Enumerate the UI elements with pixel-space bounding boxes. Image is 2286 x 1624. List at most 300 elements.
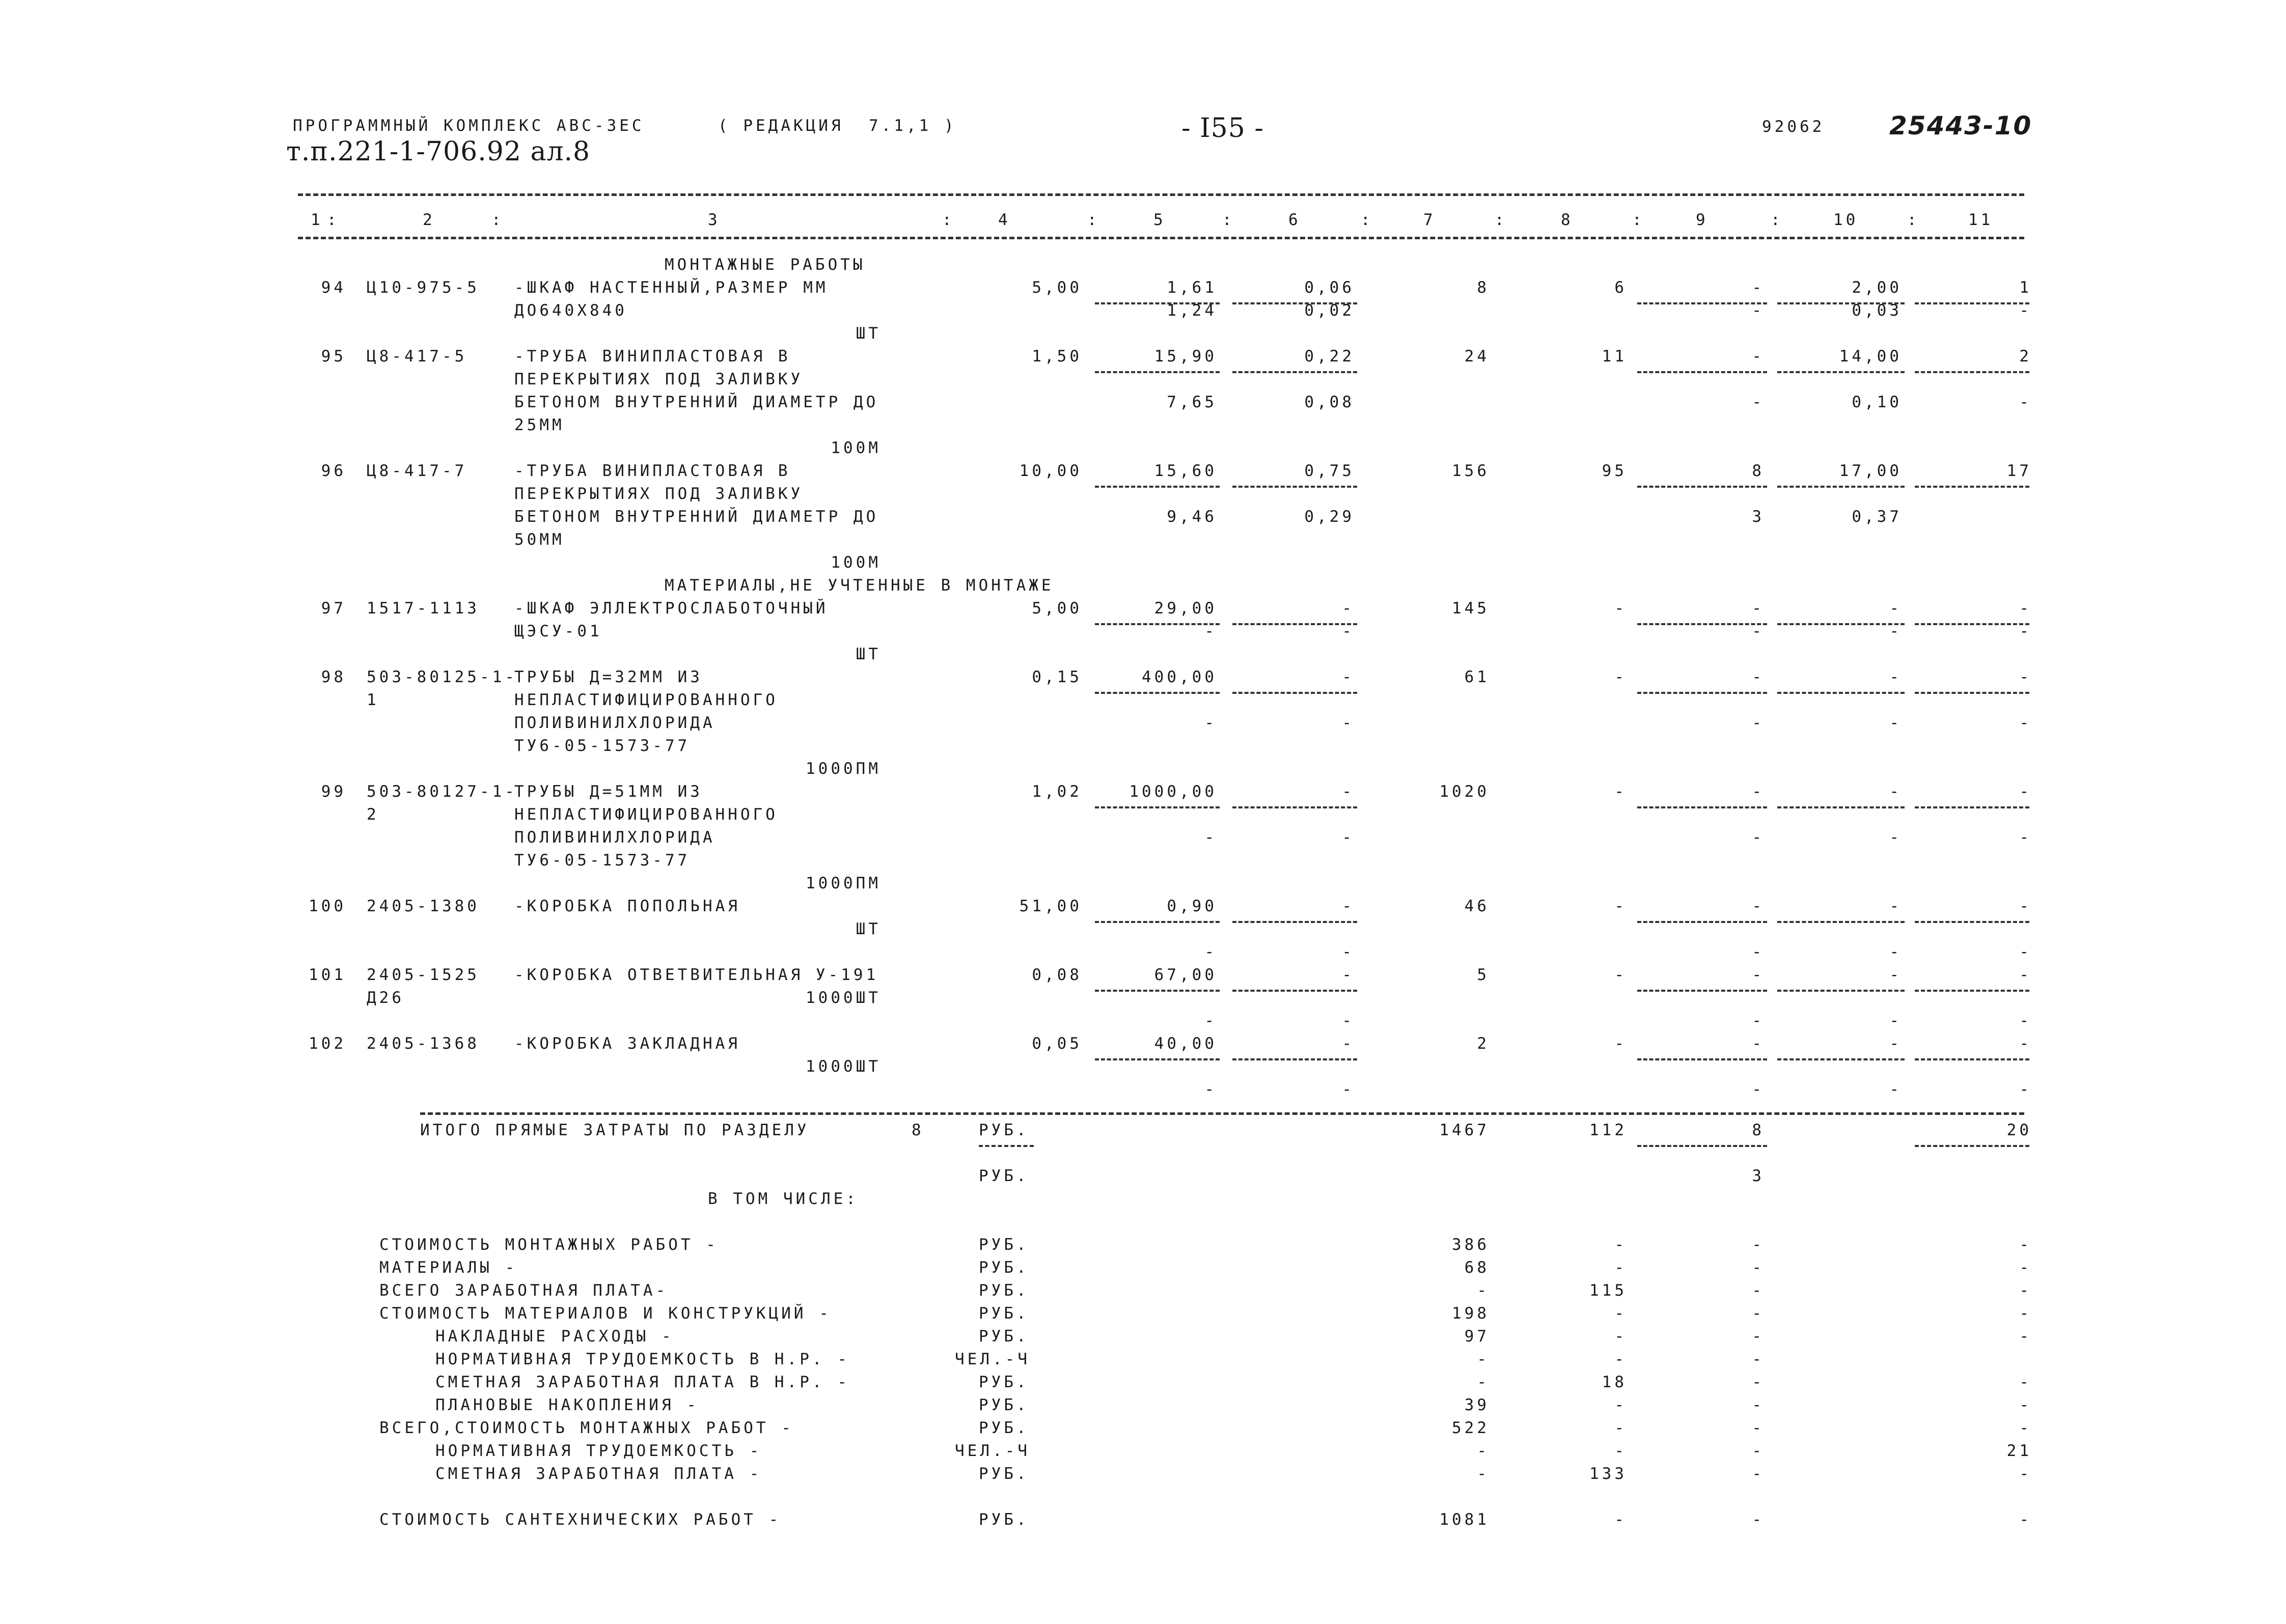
total-rule [420, 1112, 2024, 1115]
summary-col8: - [1614, 1350, 1627, 1368]
cell-col10: - [1889, 1034, 1902, 1053]
table-top-rule [298, 193, 2024, 196]
column-separator: : [942, 211, 955, 229]
summary-col11: - [2019, 1510, 2032, 1529]
cell-col11: - [2019, 897, 2032, 915]
cell-col6-lower: 0,29 [1304, 508, 1355, 526]
summary-col7: 522 [1452, 1419, 1490, 1437]
summary-col9: - [1752, 1304, 1765, 1323]
cell-col5: 15,60 [1154, 462, 1217, 480]
summary-col11: - [2019, 1419, 2032, 1437]
cell-rule [1637, 486, 1767, 488]
row-unit: ШТ [856, 324, 881, 343]
cell-col7: 61 [1464, 668, 1490, 686]
row-unit: 100М [831, 439, 881, 457]
cell-rule [1915, 921, 2029, 923]
row-number: 96 [321, 462, 346, 480]
row-quantity: 51,00 [1019, 897, 1082, 915]
cell-col5: 1,61 [1167, 278, 1217, 297]
column-header-rule [298, 237, 2024, 239]
total-col8: 112 [1589, 1121, 1627, 1139]
column-header-1: 1 [311, 211, 323, 229]
summary-unit: РУБ. [979, 1327, 1029, 1346]
cell-col10: - [1889, 668, 1902, 686]
total-label: ИТОГО ПРЯМЫЕ ЗАТРАТЫ ПО РАЗДЕЛУ [420, 1121, 810, 1139]
row-code: Ц10-975-5 [367, 278, 480, 297]
summary-col8: - [1614, 1327, 1627, 1346]
cell-rule [1232, 486, 1357, 488]
row-description: 50ММ [514, 530, 565, 549]
row-unit: 100М [831, 553, 881, 572]
summary-col9: - [1752, 1281, 1765, 1300]
cell-col6-lower: - [1342, 943, 1355, 961]
row-code: 2405-1525 [367, 966, 480, 984]
cell-col11-lower: - [2019, 1080, 2032, 1099]
row-number: 99 [321, 782, 346, 801]
cell-col9: - [1752, 347, 1765, 366]
cell-col6-lower: - [1342, 828, 1355, 847]
cell-rule [1095, 692, 1220, 694]
cell-col7: 2 [1477, 1034, 1490, 1053]
section-title-installation: МОНТАЖНЫЕ РАБОТЫ [665, 256, 866, 274]
cell-col9-lower: - [1752, 943, 1765, 961]
row-code: Ц8-417-5 [367, 347, 467, 366]
column-header-3: 3 [708, 211, 721, 229]
cell-col11: 1 [2019, 278, 2032, 297]
column-separator: : [1087, 211, 1100, 229]
cell-col8: - [1614, 599, 1627, 618]
column-separator: : [1771, 211, 1783, 229]
cell-col5-lower: - [1204, 943, 1217, 961]
cell-col10-lower: 0,37 [1852, 508, 1902, 526]
cell-col10: 2,00 [1852, 278, 1902, 297]
summary-label: СТОИМОСТЬ МОНТАЖНЫХ РАБОТ - [379, 1236, 719, 1254]
cell-rule [1777, 486, 1905, 488]
summary-unit: РУБ. [979, 1281, 1029, 1300]
column-separator: : [1907, 211, 1920, 229]
cell-col5: 15,90 [1154, 347, 1217, 366]
summary-col11: - [2019, 1281, 2032, 1300]
summary-col9: - [1752, 1419, 1765, 1437]
row-code: Ц8-417-7 [367, 462, 467, 480]
cell-rule [1777, 692, 1905, 694]
summary-label: НАКЛАДНЫЕ РАСХОДЫ - [435, 1327, 674, 1346]
row-unit: 1000ШТ [806, 989, 881, 1007]
total-unit: РУБ. [979, 1121, 1029, 1139]
summary-label: НОРМАТИВНАЯ ТРУДОЕМКОСТЬ - [435, 1442, 762, 1460]
cell-col11: 2 [2019, 347, 2032, 366]
summary-col7: 1081 [1439, 1510, 1490, 1529]
cell-rule [1915, 623, 2029, 625]
total-unit-rule [979, 1145, 1034, 1147]
row-code: 503-80127-1- [367, 782, 517, 801]
summary-col11: - [2019, 1465, 2032, 1483]
summary-label: ВСЕГО,СТОИМОСТЬ МОНТАЖНЫХ РАБОТ - [379, 1419, 794, 1437]
summary-unit: РУБ. [979, 1373, 1029, 1391]
cell-rule [1915, 302, 2029, 304]
section-title-materials: МАТЕРИАЛЫ,НЕ УЧТЕННЫЕ В МОНТАЖЕ [665, 576, 1054, 595]
cell-rule [1637, 371, 1767, 373]
cell-rule [1232, 623, 1357, 625]
cell-col11: - [2019, 782, 2032, 801]
row-unit: ШТ [856, 920, 881, 938]
cell-col8: - [1614, 897, 1627, 915]
cell-col11-lower: - [2019, 393, 2032, 411]
cell-col11-lower: - [2019, 1012, 2032, 1030]
row-description: НЕПЛАСТИФИЦИРОВАННОГО [514, 805, 778, 824]
row-quantity: 5,00 [1032, 599, 1082, 618]
summary-col7: - [1477, 1281, 1490, 1300]
summary-col7: - [1477, 1465, 1490, 1483]
summary-col11: - [2019, 1258, 2032, 1277]
summary-col7: - [1477, 1442, 1490, 1460]
cell-col7: 24 [1464, 347, 1490, 366]
cell-col11-lower: - [2019, 622, 2032, 640]
cell-col11-lower: - [2019, 828, 2032, 847]
row-code: 1517-1113 [367, 599, 480, 618]
summary-col11: 21 [2006, 1442, 2032, 1460]
summary-unit: РУБ. [979, 1465, 1029, 1483]
column-header-7: 7 [1423, 211, 1436, 229]
summary-col7: 97 [1464, 1327, 1490, 1346]
cell-rule [1095, 1058, 1220, 1060]
column-header-11: 11 [1968, 211, 1994, 229]
cell-col10: - [1889, 897, 1902, 915]
cell-rule [1095, 486, 1220, 488]
row-description: ПОЛИВИНИЛХЛОРИДА [514, 828, 715, 847]
cell-col7: 46 [1464, 897, 1490, 915]
cell-col6: - [1342, 599, 1355, 618]
column-header-6: 6 [1288, 211, 1301, 229]
summary-col7: - [1477, 1350, 1490, 1368]
cell-col5-lower: 1,24 [1167, 301, 1217, 320]
row-description: ТРУБЫ Д=51ММ ИЗ [514, 782, 703, 801]
inventory-number: 25443-10 [1889, 111, 2032, 141]
summary-col9: - [1752, 1465, 1765, 1483]
column-header-9: 9 [1696, 211, 1709, 229]
cell-col9: - [1752, 668, 1765, 686]
row-description: -ШКАФ ЭЛЛЕКТРОСЛАБОТОЧНЫЙ [514, 599, 829, 618]
summary-label: СТОИМОСТЬ МАТЕРИАЛОВ И КОНСТРУКЦИЙ - [379, 1304, 832, 1323]
cell-col11-lower: - [2019, 714, 2032, 732]
total-col9: 8 [1752, 1121, 1765, 1139]
summary-col8: 115 [1589, 1281, 1627, 1300]
row-code: 2405-1368 [367, 1034, 480, 1053]
cell-col10: 14,00 [1839, 347, 1902, 366]
summary-col11: - [2019, 1304, 2032, 1323]
cell-col9-lower: - [1752, 622, 1765, 640]
cell-rule [1232, 806, 1357, 808]
summary-col9: - [1752, 1396, 1765, 1414]
cell-rule [1777, 371, 1905, 373]
including-label: В ТОМ ЧИСЛЕ: [708, 1190, 859, 1208]
row-description: -ШКАФ НАСТЕННЫЙ,РАЗМЕР ММ [514, 278, 829, 297]
cell-col5: 67,00 [1154, 966, 1217, 984]
summary-col8: - [1614, 1396, 1627, 1414]
row-description: -КОРОБКА ЗАКЛАДНАЯ [514, 1034, 740, 1053]
cell-col7: 8 [1477, 278, 1490, 297]
summary-label: СТОИМОСТЬ САНТЕХНИЧЕСКИХ РАБОТ - [379, 1510, 782, 1529]
cell-col6-lower: - [1342, 1012, 1355, 1030]
cell-col5: 400,00 [1142, 668, 1217, 686]
program-title: ПРОГРАММНЫЙ КОМПЛЕКС АВС-3ЕС [293, 117, 645, 135]
cell-col10-lower: - [1889, 828, 1902, 847]
summary-col8: - [1614, 1442, 1627, 1460]
cell-col8: - [1614, 1034, 1627, 1053]
cell-col10: - [1889, 782, 1902, 801]
row-unit: 1000ПМ [806, 760, 881, 778]
cell-col7: 156 [1452, 462, 1490, 480]
cell-rule [1232, 692, 1357, 694]
row-description: -КОРОБКА ПОПОЛЬНАЯ [514, 897, 740, 915]
cell-col10-lower: - [1889, 943, 1902, 961]
row-quantity: 0,08 [1032, 966, 1082, 984]
cell-rule [1915, 486, 2029, 488]
row-number: 97 [321, 599, 346, 618]
project-designation: т.п.221-1-706.92 ал.8 [286, 136, 591, 167]
cell-col8: 95 [1602, 462, 1627, 480]
row-number: 102 [309, 1034, 346, 1053]
summary-unit: ЧЕЛ.-Ч [955, 1350, 1030, 1368]
cell-rule [1777, 921, 1905, 923]
summary-col11: - [2019, 1236, 2032, 1254]
cell-rule [1232, 921, 1357, 923]
cell-col9: - [1752, 278, 1765, 297]
summary-col9: - [1752, 1510, 1765, 1529]
cell-rule [1915, 806, 2029, 808]
row-description: ДО640Х840 [514, 301, 627, 320]
cell-col9: - [1752, 782, 1765, 801]
cell-col8: 6 [1614, 278, 1627, 297]
total-col11-rule [1915, 1145, 2029, 1147]
cell-col5-lower: - [1204, 1012, 1217, 1030]
cell-col10-lower: 0,10 [1852, 393, 1902, 411]
row-unit: ШТ [856, 645, 881, 663]
cell-col9: - [1752, 599, 1765, 618]
summary-col7: 198 [1452, 1304, 1490, 1323]
cell-rule [1637, 302, 1767, 304]
row-quantity: 1,02 [1032, 782, 1082, 801]
cell-col5: 40,00 [1154, 1034, 1217, 1053]
summary-col11: - [2019, 1373, 2032, 1391]
cell-rule [1095, 623, 1220, 625]
cell-col5-lower: 9,46 [1167, 508, 1217, 526]
summary-col9: - [1752, 1373, 1765, 1391]
summary-col8: - [1614, 1258, 1627, 1277]
total-unit-lower: РУБ. [979, 1167, 1029, 1185]
row-unit: 1000ПМ [806, 874, 881, 892]
cell-col6: 0,75 [1304, 462, 1355, 480]
row-description: ЩЭСУ-01 [514, 622, 602, 640]
column-separator: : [1222, 211, 1235, 229]
cell-col9: - [1752, 897, 1765, 915]
total-col9-rule [1637, 1145, 1767, 1147]
summary-col8: - [1614, 1236, 1627, 1254]
cell-col6-lower: 0,08 [1304, 393, 1355, 411]
cell-rule [1095, 990, 1220, 992]
cell-col8: - [1614, 782, 1627, 801]
column-separator: : [1361, 211, 1373, 229]
row-description: ПЕРЕКРЫТИЯХ ПОД ЗАЛИВКУ [514, 485, 804, 503]
cell-col6: 0,06 [1304, 278, 1355, 297]
row-quantity: 10,00 [1019, 462, 1082, 480]
cell-rule [1777, 990, 1905, 992]
cell-rule [1095, 806, 1220, 808]
cell-col10-lower: - [1889, 1012, 1902, 1030]
summary-col9: - [1752, 1442, 1765, 1460]
row-code: 503-80125-1- [367, 668, 517, 686]
cell-col5: 0,90 [1167, 897, 1217, 915]
cell-col5: 1000,00 [1129, 782, 1217, 801]
cell-col8: 11 [1602, 347, 1627, 366]
cell-col11: - [2019, 668, 2032, 686]
cell-col10-lower: - [1889, 1080, 1902, 1099]
cell-col6-lower: - [1342, 714, 1355, 732]
row-description: БЕТОНОМ ВНУТРЕННИЙ ДИАМЕТР ДО [514, 508, 879, 526]
row-code-cont: 2 [367, 805, 379, 824]
summary-col8: - [1614, 1510, 1627, 1529]
column-header-8: 8 [1561, 211, 1574, 229]
column-separator: : [491, 211, 504, 229]
row-description: НЕПЛАСТИФИЦИРОВАННОГО [514, 691, 778, 709]
summary-label: НОРМАТИВНАЯ ТРУДОЕМКОСТЬ В Н.Р. - [435, 1350, 850, 1368]
summary-col11: - [2019, 1327, 2032, 1346]
cell-col9-lower: - [1752, 714, 1765, 732]
cell-rule [1637, 806, 1767, 808]
cell-col11-lower: - [2019, 943, 2032, 961]
cell-col11-lower: - [2019, 301, 2032, 320]
row-code: 2405-1380 [367, 897, 480, 915]
cell-rule [1637, 990, 1767, 992]
row-number: 101 [309, 966, 346, 984]
column-separator: : [327, 211, 340, 229]
summary-unit: РУБ. [979, 1419, 1029, 1437]
cell-col6-lower: - [1342, 622, 1355, 640]
cell-col10: - [1889, 966, 1902, 984]
cell-col7: 145 [1452, 599, 1490, 618]
summary-unit: РУБ. [979, 1236, 1029, 1254]
cell-rule [1637, 921, 1767, 923]
row-number: 94 [321, 278, 346, 297]
cell-col6-lower: 0,02 [1304, 301, 1355, 320]
cell-col9-lower: - [1752, 1080, 1765, 1099]
column-separator: : [1495, 211, 1507, 229]
cell-rule [1232, 371, 1357, 373]
cell-rule [1095, 921, 1220, 923]
cell-rule [1915, 1058, 2029, 1060]
cell-col6: - [1342, 668, 1355, 686]
cell-rule [1777, 806, 1905, 808]
column-header-10: 10 [1833, 211, 1859, 229]
cell-col6: - [1342, 1034, 1355, 1053]
row-description: БЕТОНОМ ВНУТРЕННИЙ ДИАМЕТР ДО [514, 393, 879, 411]
summary-col7: 386 [1452, 1236, 1490, 1254]
row-number: 98 [321, 668, 346, 686]
cell-col6: 0,22 [1304, 347, 1355, 366]
cell-col11: - [2019, 599, 2032, 618]
cell-col7: 1020 [1439, 782, 1490, 801]
cell-col10-lower: 0,03 [1852, 301, 1902, 320]
summary-col8: - [1614, 1419, 1627, 1437]
cell-rule [1232, 990, 1357, 992]
cell-col8: - [1614, 668, 1627, 686]
cell-col9-lower: - [1752, 301, 1765, 320]
summary-unit: РУБ. [979, 1396, 1029, 1414]
edition-label: ( РЕДАКЦИЯ 7.1,1 ) [718, 117, 957, 135]
summary-label: МАТЕРИАЛЫ - [379, 1258, 518, 1277]
total-col9-lower: 3 [1752, 1167, 1765, 1185]
summary-label: СМЕТНАЯ ЗАРАБОТНАЯ ПЛАТА - [435, 1465, 762, 1483]
cell-col9: - [1752, 966, 1765, 984]
summary-col7: - [1477, 1373, 1490, 1391]
row-quantity: 1,50 [1032, 347, 1082, 366]
row-quantity: 0,15 [1032, 668, 1082, 686]
total-section-number: 8 [912, 1121, 924, 1139]
summary-unit: РУБ. [979, 1258, 1029, 1277]
summary-unit: РУБ. [979, 1510, 1029, 1529]
row-number: 100 [309, 897, 346, 915]
cell-col10-lower: - [1889, 622, 1902, 640]
summary-label: ПЛАНОВЫЕ НАКОПЛЕНИЯ - [435, 1396, 699, 1414]
column-header-5: 5 [1153, 211, 1166, 229]
row-description: ПОЛИВИНИЛХЛОРИДА [514, 714, 715, 732]
summary-col7: 39 [1464, 1396, 1490, 1414]
cell-rule [1637, 623, 1767, 625]
row-quantity: 0,05 [1032, 1034, 1082, 1053]
summary-col7: 68 [1464, 1258, 1490, 1277]
row-description: -ТРУБА ВИНИПЛАСТОВАЯ В [514, 462, 791, 480]
summary-col9: - [1752, 1327, 1765, 1346]
cell-col10-lower: - [1889, 714, 1902, 732]
cell-rule [1777, 623, 1905, 625]
summary-col9: - [1752, 1350, 1765, 1368]
summary-label: СМЕТНАЯ ЗАРАБОТНАЯ ПЛАТА В Н.Р. - [435, 1373, 850, 1391]
cell-col11: 17 [2006, 462, 2032, 480]
column-separator: : [1632, 211, 1645, 229]
cell-col5-lower: - [1204, 828, 1217, 847]
cell-col9: 8 [1752, 462, 1765, 480]
cell-col6-lower: - [1342, 1080, 1355, 1099]
cell-col5-lower: - [1204, 622, 1217, 640]
summary-unit: ЧЕЛ.-Ч [955, 1442, 1030, 1460]
cell-col9-lower: - [1752, 1012, 1765, 1030]
column-header-4: 4 [998, 211, 1011, 229]
cell-rule [1095, 371, 1220, 373]
summary-col9: - [1752, 1236, 1765, 1254]
cell-col5-lower: 7,65 [1167, 393, 1217, 411]
summary-col8: 18 [1602, 1373, 1627, 1391]
cell-col9-lower: - [1752, 393, 1765, 411]
cell-rule [1637, 692, 1767, 694]
row-description: ТРУБЫ Д=32ММ ИЗ [514, 668, 703, 686]
cell-col9: - [1752, 1034, 1765, 1053]
cell-rule [1915, 692, 2029, 694]
cell-col10: - [1889, 599, 1902, 618]
total-col7: 1467 [1439, 1121, 1490, 1139]
summary-col8: 133 [1589, 1465, 1627, 1483]
row-description: ПЕРЕКРЫТИЯХ ПОД ЗАЛИВКУ [514, 370, 804, 388]
row-code-cont: Д26 [367, 989, 404, 1007]
summary-label: ВСЕГО ЗАРАБОТНАЯ ПЛАТА- [379, 1281, 669, 1300]
page-number: - I55 - [1181, 113, 1264, 144]
summary-col11: - [2019, 1396, 2032, 1414]
summary-col8: - [1614, 1304, 1627, 1323]
row-description: 25ММ [514, 416, 565, 434]
cell-col11: - [2019, 966, 2032, 984]
row-description: -КОРОБКА ОТВЕТВИТЕЛЬНАЯ У-191 [514, 966, 879, 984]
summary-col9: - [1752, 1258, 1765, 1277]
cell-col7: 5 [1477, 966, 1490, 984]
